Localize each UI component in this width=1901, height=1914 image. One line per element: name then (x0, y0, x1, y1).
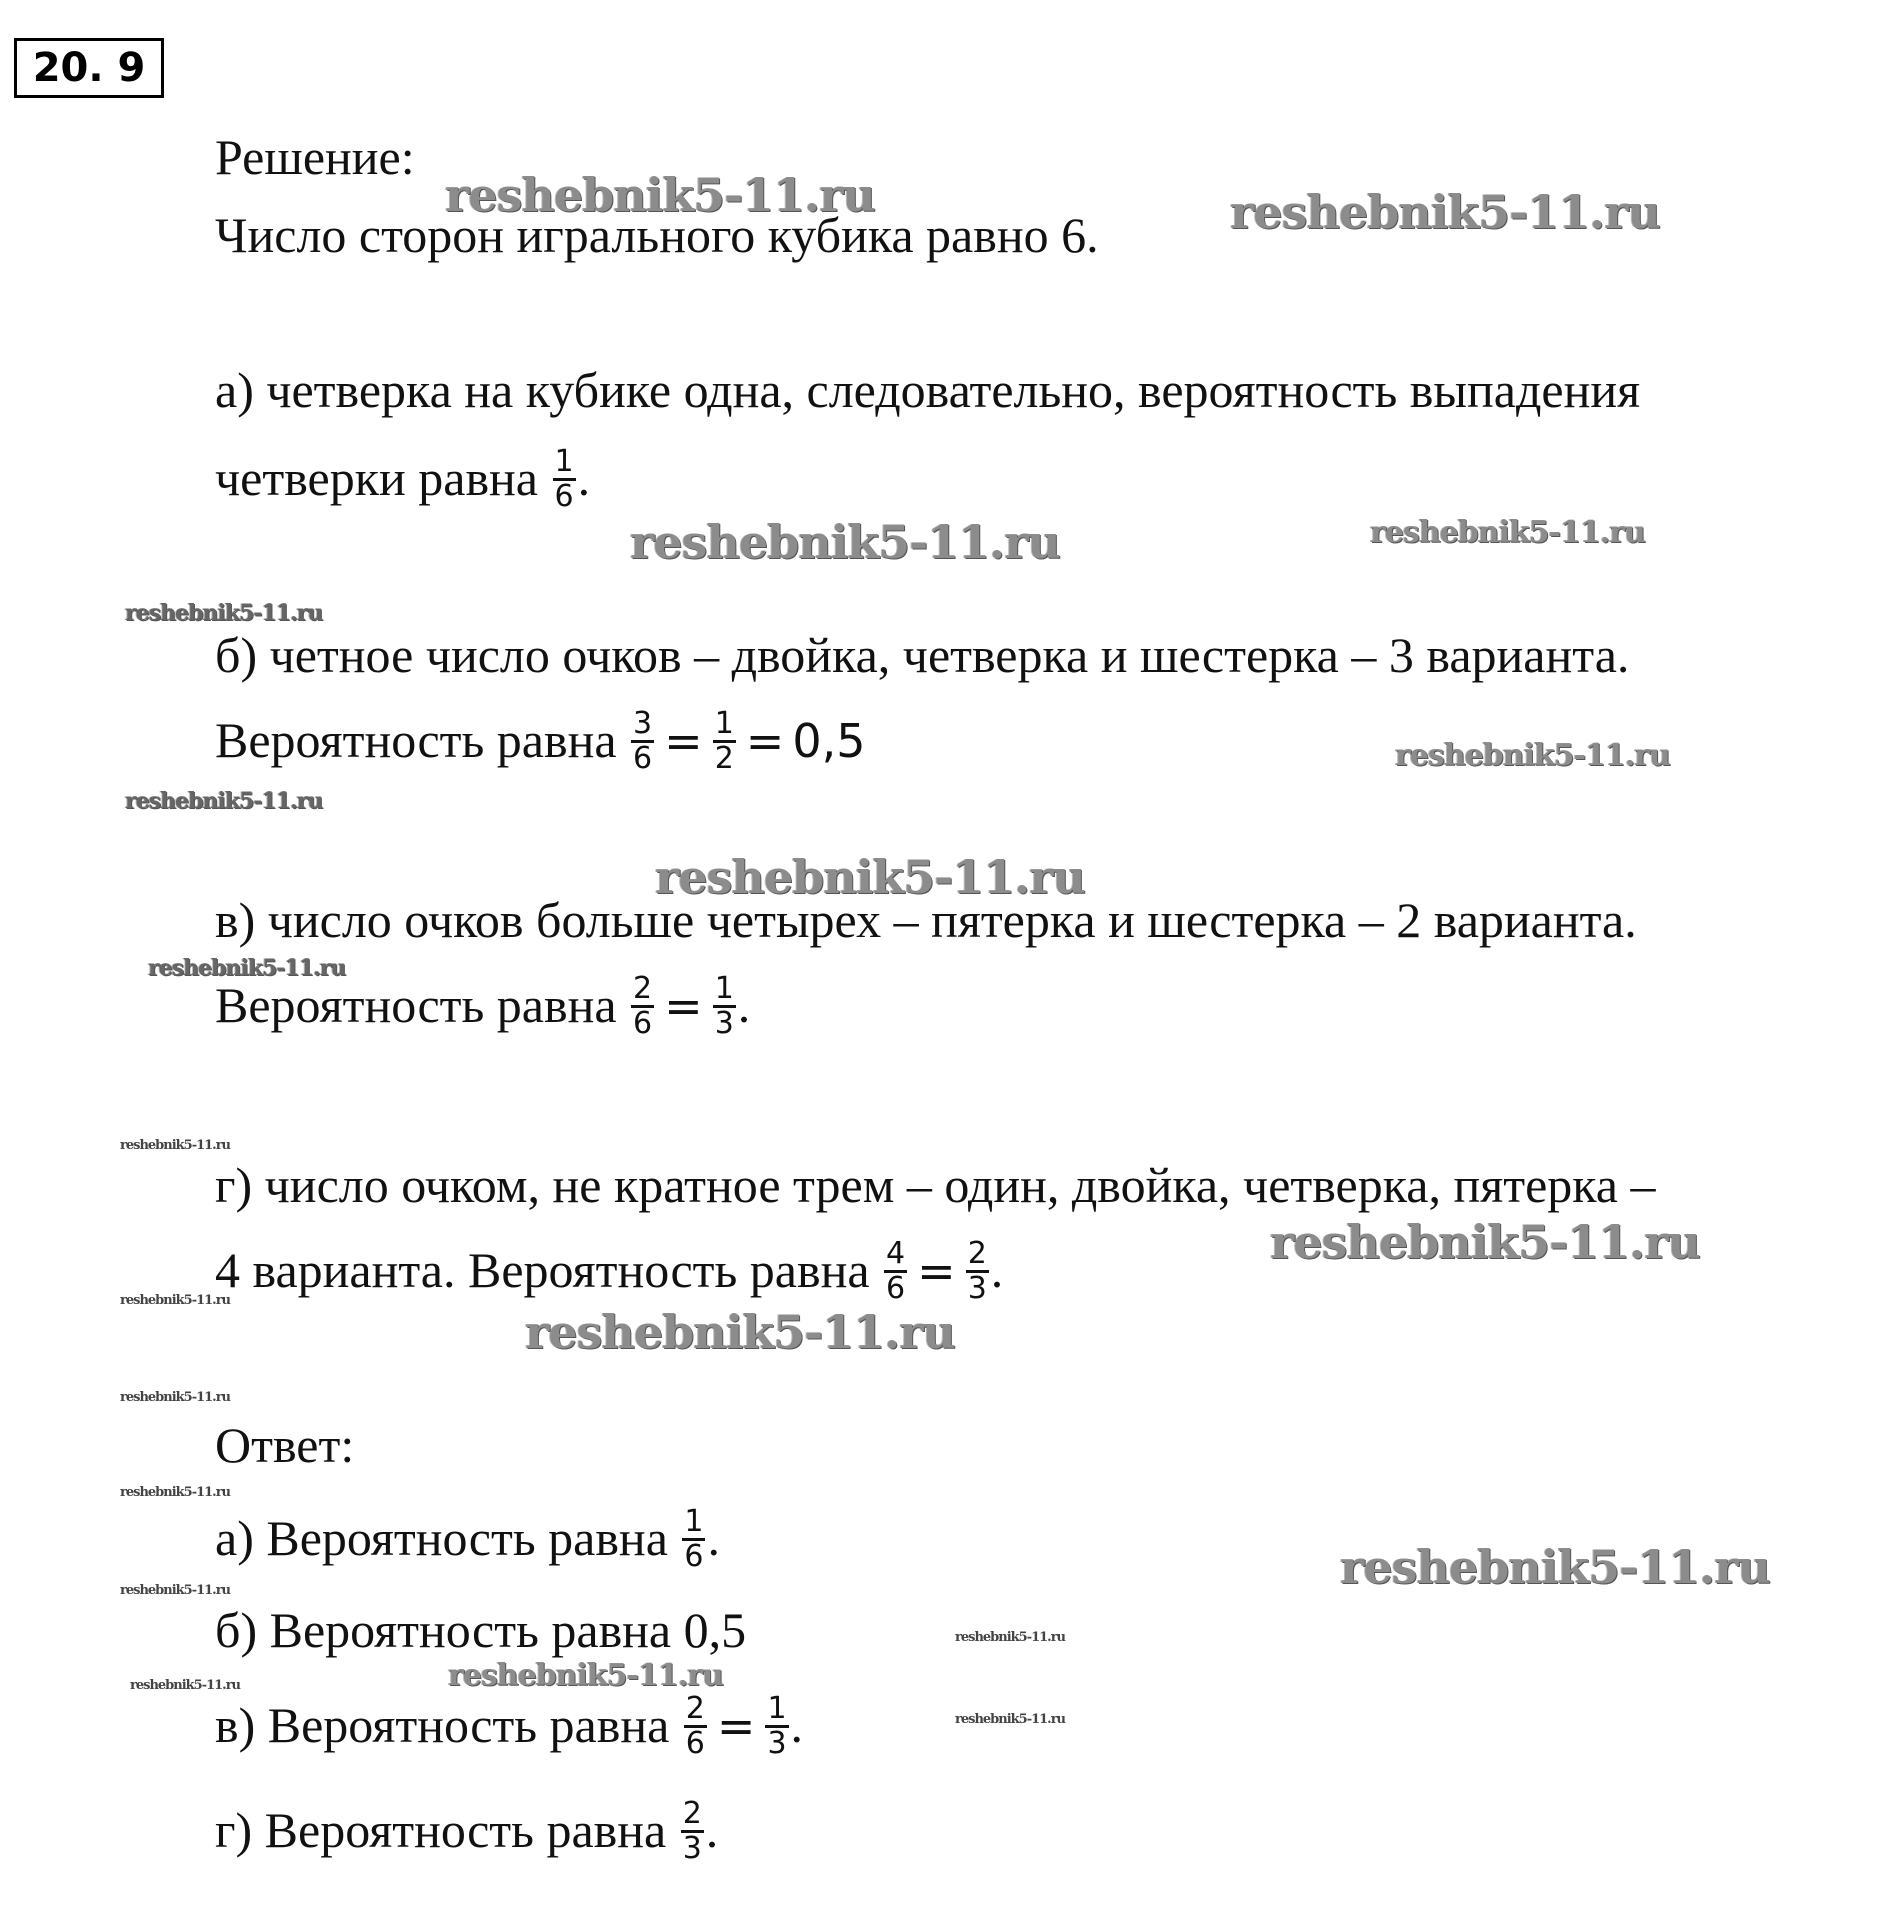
watermark: reshebnik5-11.ru (1230, 185, 1660, 239)
watermark: reshebnik5-11.ru (1395, 738, 1670, 773)
fraction: $\frac{1}{3}$ (767, 1691, 787, 1762)
fraction: $\frac{2}{3}$ (682, 1796, 702, 1867)
part-b-line2: Вероятность равна $\frac{3}{6}$ = $\frac{1}{2}$ = 0,5 (215, 706, 866, 777)
part-d-line1: г) число очком, не кратное трем – один, двойка, четверка, пятерка – (215, 1157, 1656, 1213)
fraction: $\frac{4}{6}$ (886, 1236, 906, 1307)
watermark: reshebnik5-11.ru (125, 788, 323, 814)
watermark: reshebnik5-11.ru (445, 168, 875, 222)
watermark: reshebnik5-11.ru (1340, 1540, 1770, 1594)
part-b-text: Вероятность равна (215, 712, 617, 768)
part-a-line1: а) четверка на кубике одна, следовательно, вероятность выпадения (215, 362, 1641, 418)
part-c-line2: Вероятность равна $\frac{2}{6}$ = $\frac{1}{3}$ . (215, 971, 751, 1042)
fraction: $\frac{1}{6}$ (684, 1504, 704, 1575)
part-a-text: четверки равна (215, 450, 538, 506)
part-d-text: 4 варианта. Вероятность равна (215, 1242, 870, 1298)
watermark: reshebnik5-11.ru (1270, 1215, 1700, 1269)
watermark: reshebnik5-11.ru (120, 1138, 231, 1153)
problem-number: 20. 9 (14, 38, 164, 98)
answer-c: в) Вероятность равна $\frac{2}{6}$ = $\frac{1}{3}$ . (215, 1691, 804, 1762)
solution-intro: Число сторон игрального кубика равно 6. (215, 207, 1099, 263)
watermark: reshebnik5-11.ru (130, 1678, 241, 1693)
fraction: $\frac{1}{3}$ (714, 971, 734, 1042)
answer-heading: Ответ: (215, 1417, 355, 1473)
fraction: $\frac{2}{6}$ (685, 1691, 705, 1762)
answer-d: г) Вероятность равна $\frac{2}{3}$ . (215, 1796, 719, 1867)
solution-heading: Решение: (215, 129, 415, 185)
watermark: reshebnik5-11.ru (655, 850, 1085, 904)
part-b-line1: б) четное число очков – двойка, четверка и шестерка – 3 варианта. (215, 627, 1630, 683)
part-c-text: Вероятность равна (215, 977, 617, 1033)
watermark: reshebnik5-11.ru (120, 1293, 231, 1308)
watermark: reshebnik5-11.ru (148, 955, 346, 981)
answer-a: а) Вероятность равна $\frac{1}{6}$ . (215, 1504, 720, 1575)
watermark: reshebnik5-11.ru (448, 1658, 723, 1693)
watermark: reshebnik5-11.ru (125, 600, 323, 626)
part-c-line1: в) число очков больше четырех – пятерка и шестерка – 2 варианта. (215, 892, 1637, 948)
watermark: reshebnik5-11.ru (630, 515, 1060, 569)
watermark: reshebnik5-11.ru (525, 1305, 955, 1359)
part-d-line2: 4 варианта. Вероятность равна $\frac{4}{6}$ = $\frac{2}{3}$ . (215, 1236, 1004, 1307)
watermark: reshebnik5-11.ru (120, 1390, 231, 1405)
fraction: $\frac{2}{3}$ (967, 1236, 987, 1307)
part-a-line2: четверки равна $\frac{1}{6}$ . (215, 444, 591, 515)
watermark: reshebnik5-11.ru (955, 1630, 1066, 1645)
watermark: reshebnik5-11.ru (955, 1712, 1066, 1727)
fraction: $\frac{1}{6}$ (554, 444, 574, 515)
answer-b: б) Вероятность равна 0,5 (215, 1602, 747, 1658)
fraction: $\frac{2}{6}$ (633, 971, 653, 1042)
fraction: $\frac{3}{6}$ (633, 706, 653, 777)
watermark: reshebnik5-11.ru (1370, 515, 1645, 550)
watermark: reshebnik5-11.ru (120, 1583, 231, 1598)
fraction: $\frac{1}{2}$ (714, 706, 734, 777)
watermark: reshebnik5-11.ru (120, 1485, 231, 1500)
